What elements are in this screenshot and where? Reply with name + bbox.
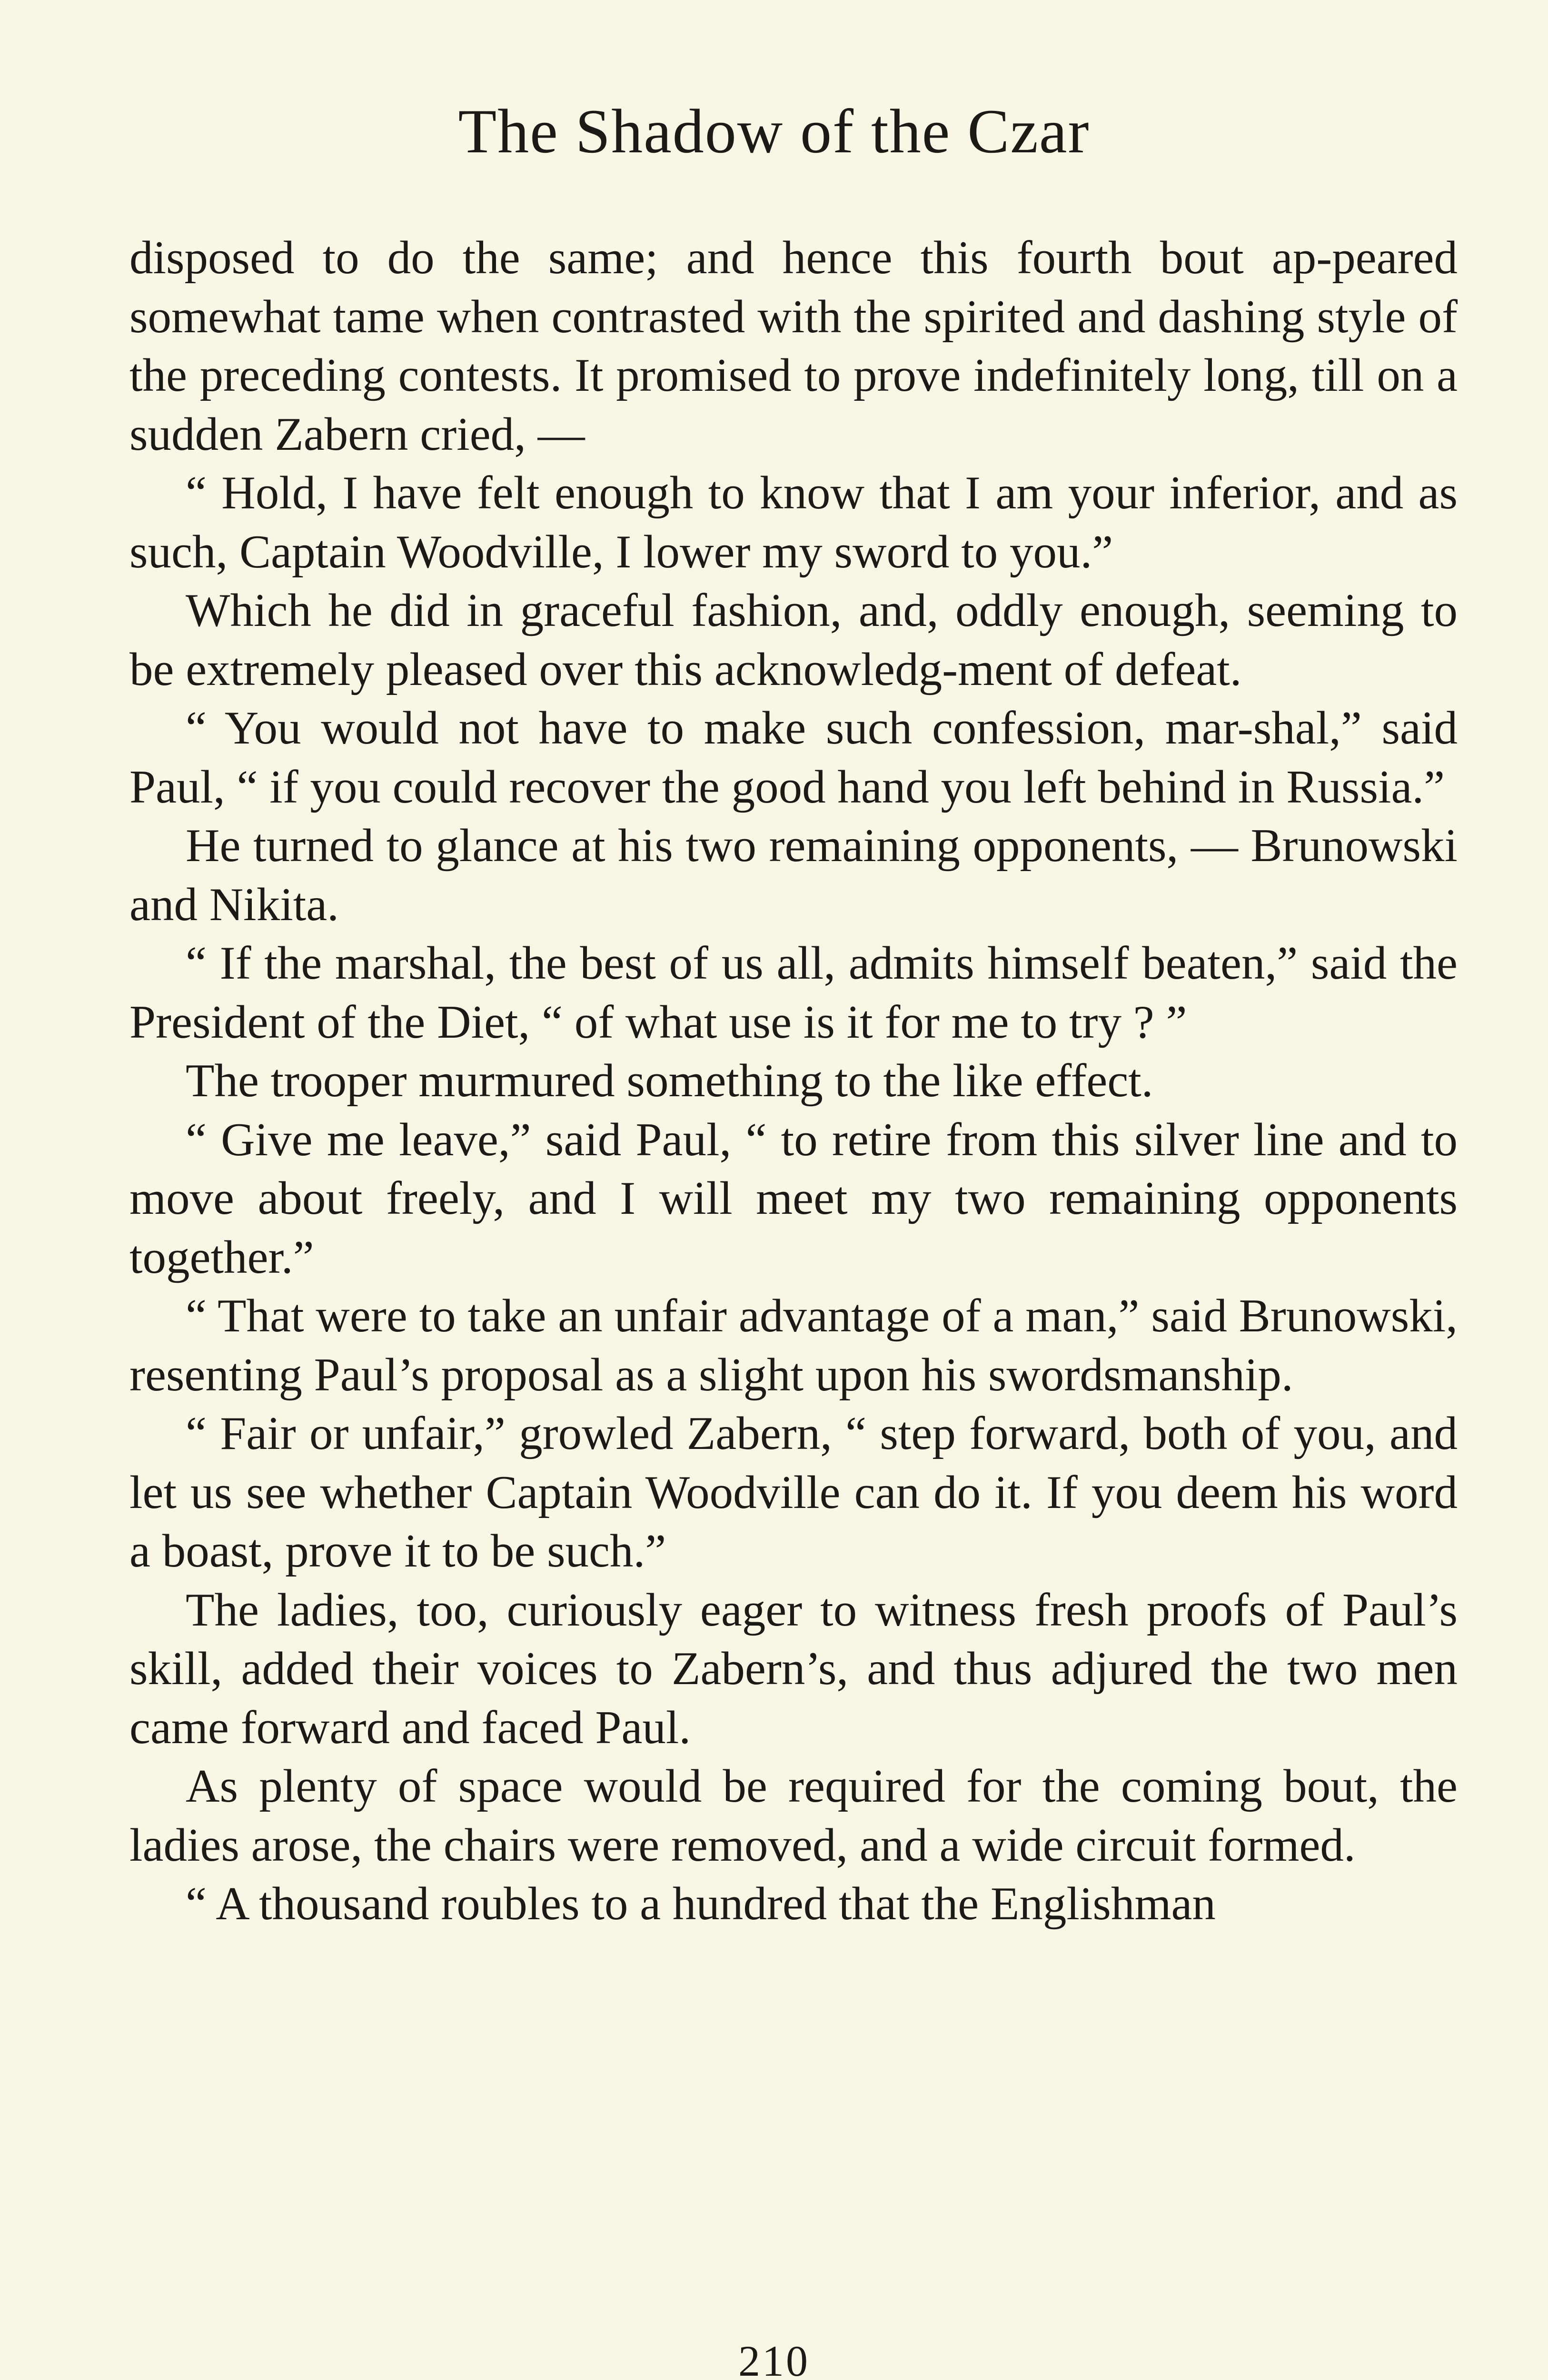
running-title: The Shadow of the Czar — [458, 96, 1090, 166]
paragraph-7: The trooper murmured something to the like effect. — [186, 1055, 1153, 1107]
paragraph-13: “ A thousand roubles to a hundred that the Englishman — [186, 1878, 1216, 1930]
paragraph-4: “ You would not have to make such confession, mar-shal,” said Paul, “ if you could recover the good hand you left behind in Russia.” — [129, 702, 1458, 813]
paragraph-5: He turned to glance at his two remaining opponents, — Brunowski and Nikita. — [129, 820, 1458, 931]
paragraph-12: As plenty of space would be required for the coming bout, the ladies arose, the chairs were removed, and a wide circuit formed. — [129, 1760, 1458, 1871]
paragraph-2: “ Hold, I have felt enough to know that I am your inferior, and as such, Captain Woodville, I lower my sword to you.” — [129, 467, 1458, 578]
body-text — [129, 228, 1458, 1934]
paragraph-11: The ladies, too, curiously eager to witness fresh proofs of Paul’s skill, added their voices to Zabern’s, and thus adjured the two men came forward and faced Paul. — [129, 1584, 1458, 1754]
paragraph-3: Which he did in graceful fashion, and, oddly enough, seeming to be extremely pleased over this acknowledg-ment of defeat. — [129, 585, 1458, 695]
paragraph-9: “ That were to take an unfair advantage of a man,” said Brunowski, resenting Paul’s proposal as a slight upon his swordsmanship. — [129, 1290, 1458, 1401]
paragraph-8: “ Give me leave,” said Paul, “ to retire from this silver line and to move about freely, and I will meet my two remaining opponents together.” — [129, 1113, 1458, 1283]
paragraph-6: “ If the marshal, the best of us all, admits himself beaten,” said the President of the Diet, “ of what use is it for me to try ? ” — [129, 937, 1458, 1048]
page-number: 210 — [738, 2337, 810, 2380]
paragraph-1: disposed to do the same; and hence this fourth bout ap-peared somewhat tame when contrasted with the spirited and dashing style of the preceding contests. It promised to prove indefinitely long, till on a sudden Zabern cried, — — [129, 232, 1458, 460]
paragraph-10: “ Fair or unfair,” growled Zabern, “ step forward, both of you, and let us see whether Captain Woodville can do it. If you deem his word a boast, prove it to be such.” — [129, 1408, 1458, 1577]
